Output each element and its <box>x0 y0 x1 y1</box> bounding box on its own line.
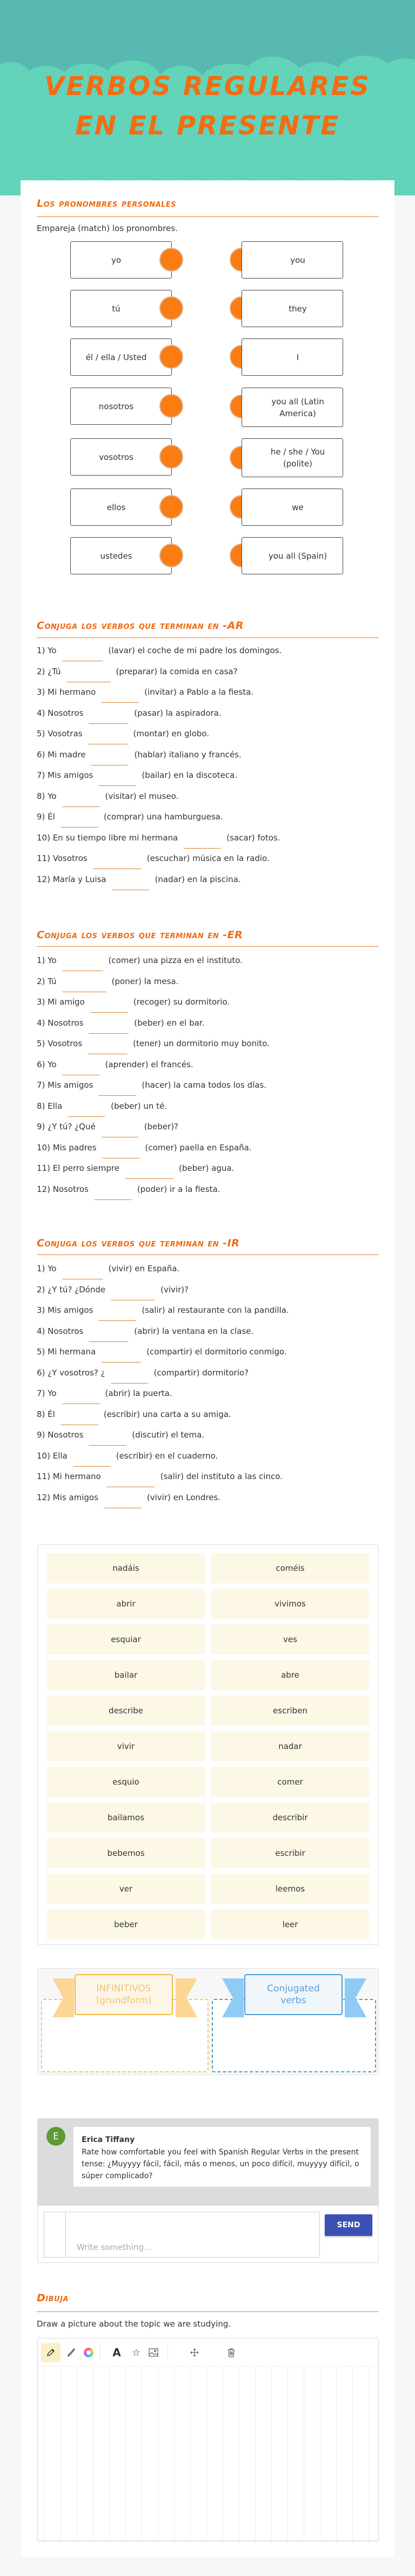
exercise-prompt: 12) Mis amigos <box>37 1492 98 1502</box>
answer-blank-input[interactable] <box>62 1063 100 1075</box>
word-bank <box>37 1544 379 1945</box>
comment-text: Rate how comfortable you feel with Spanish Regular Verbs in the present tense: ¿Muyyyy fácil, fácil, más o menos, un poco difícil, muyyyy difícil, o súper complicado? <box>82 2148 359 2180</box>
exercise-item <box>37 853 270 865</box>
exercise-prompt: 4) Nosotros <box>37 708 84 718</box>
section-divider <box>37 946 379 947</box>
match-right-label: they <box>289 303 307 314</box>
match-left-item[interactable] <box>70 241 172 279</box>
star-icon[interactable]: ☆ <box>131 2347 141 2358</box>
exercise-hint: (bailar) en la discoteca. <box>142 770 238 780</box>
exercise-prompt: 10) Mis padres <box>37 1142 97 1153</box>
answer-blank-input[interactable] <box>104 1496 142 1508</box>
match-left-item[interactable] <box>70 537 172 574</box>
match-left-item[interactable] <box>70 338 172 376</box>
comment-input[interactable] <box>44 2212 320 2258</box>
answer-blank-input[interactable] <box>62 1392 100 1404</box>
exercise-item <box>37 1080 266 1092</box>
word-tile[interactable] <box>211 1802 370 1833</box>
answer-blank-input[interactable] <box>88 1042 128 1054</box>
section-title-dibuja: Dibuja <box>37 2292 69 2304</box>
match-right-item[interactable] <box>242 241 343 279</box>
answer-blank-input[interactable] <box>98 774 136 786</box>
answer-blank-input[interactable] <box>61 1413 98 1425</box>
exercise-hint: (aprender) el francés. <box>105 1059 193 1069</box>
match-left-handle[interactable] <box>159 445 183 469</box>
word-tile[interactable] <box>46 1731 205 1761</box>
exercise-prompt: 6) ¿Y vosotros? ¿ <box>37 1367 105 1378</box>
input-gutter <box>65 2212 66 2257</box>
exercise-hint: (nadar) en la piscina. <box>155 874 241 884</box>
exercise-prompt: 5) Mi hermana <box>37 1347 96 1357</box>
word-tile[interactable] <box>211 1767 370 1797</box>
word-tile[interactable] <box>211 1624 370 1655</box>
category-label-infinitivos <box>75 1974 173 2015</box>
exercise-item <box>37 1264 179 1276</box>
match-left-item[interactable] <box>70 489 172 526</box>
match-left-label: ellos <box>106 502 126 512</box>
comment-box <box>37 2118 379 2263</box>
worksheet-card <box>21 180 394 2558</box>
word-tile-label: leemos <box>275 1884 305 1894</box>
match-left-label: ustedes <box>100 551 132 561</box>
exercise-prompt: 9) ¿Y tú? ¿Qué <box>37 1122 96 1131</box>
exercise-item <box>37 667 238 679</box>
exercise-hint: (montar) en globo. <box>133 729 210 738</box>
exercise-prompt: 8) Él <box>37 1409 55 1419</box>
exercise-prompt: 11) Vosotros <box>37 853 88 863</box>
exercise-hint: (lavar) el coche de mi padre los domingos. <box>108 646 282 655</box>
ribbon-left-tail <box>52 1978 74 2017</box>
exercise-item <box>37 770 237 782</box>
exercise-hint: (tener) un dormitorio muy bonito. <box>133 1039 270 1048</box>
exercise-prompt: 2) ¿Y tú? ¿Dónde <box>37 1284 106 1294</box>
drawing-canvas <box>37 2338 379 2541</box>
answer-blank-input[interactable] <box>62 795 100 807</box>
answer-blank-input[interactable] <box>106 1475 155 1487</box>
instruction-text: Empareja (match) los pronombres. <box>37 223 178 233</box>
category-label-conjugated <box>244 1974 343 2015</box>
drawing-instruction: Draw a picture about the topic we are studying. <box>37 2319 231 2329</box>
answer-blank-input[interactable] <box>101 691 139 703</box>
exercise-hint: (comprar) una hamburguesa. <box>103 812 223 822</box>
exercise-item <box>37 1143 252 1155</box>
exercise-hint: (escribir) en el cuaderno. <box>116 1450 218 1461</box>
exercise-item <box>37 1451 218 1463</box>
match-right-item[interactable] <box>242 438 343 477</box>
exercise-prompt: 4) Nosotros <box>37 1326 84 1336</box>
exercise-prompt: 8) Yo <box>37 791 57 801</box>
exercise-item <box>37 1101 167 1113</box>
word-tile-label: esquiar <box>111 1635 141 1644</box>
match-right-item[interactable] <box>242 290 343 327</box>
match-left-handle[interactable] <box>159 345 183 369</box>
exercise-prompt: 10) En su tiempo libre mi hermana <box>37 832 178 843</box>
exercise-item <box>37 750 242 762</box>
word-tile[interactable] <box>46 1696 205 1726</box>
exercise-hint: (preparar) la comida en casa? <box>116 666 238 676</box>
exercise-prompt: 6) Mi madre <box>37 749 86 760</box>
ribbon-right-tail <box>176 1978 197 2017</box>
answer-blank-input[interactable] <box>89 1330 129 1342</box>
word-tile-label: escribir <box>275 1848 305 1858</box>
exercise-item <box>37 791 178 803</box>
word-tile[interactable] <box>46 1767 205 1797</box>
answer-blank-input[interactable] <box>98 1084 136 1096</box>
match-left-item[interactable] <box>70 438 172 476</box>
exercise-item <box>37 1122 178 1134</box>
answer-blank-input[interactable] <box>62 1267 103 1279</box>
answer-blank-input[interactable] <box>93 857 142 869</box>
answer-blank-input[interactable] <box>73 1455 111 1467</box>
drawing-toolbar <box>38 2338 378 2367</box>
answer-blank-input[interactable] <box>62 959 103 971</box>
ribbon-right-tail <box>345 1978 366 2017</box>
exercise-hint: (poder) ir a la fiesta. <box>137 1184 220 1194</box>
exercise-hint: (discutir) el tema. <box>132 1430 205 1440</box>
exercise-hint: (escuchar) música en la radio. <box>146 853 270 863</box>
exercise-hint: (poner) la mesa. <box>111 976 179 986</box>
exercise-hint: (compartir) el dormitorio conmigo. <box>146 1347 287 1357</box>
exercise-hint: (hablar) italiano y francés. <box>134 749 242 760</box>
word-tile[interactable] <box>46 1624 205 1655</box>
drawing-area[interactable] <box>38 2367 378 2541</box>
answer-blank-input[interactable] <box>111 1289 155 1300</box>
exercise-prompt: 2) Tú <box>37 976 57 986</box>
section-divider <box>37 2311 379 2312</box>
exercise-item <box>37 977 178 988</box>
category-sort-area <box>37 1968 379 2075</box>
exercise-item <box>37 1409 231 1421</box>
move-icon[interactable] <box>185 2343 204 2362</box>
word-tile-label: describe <box>109 1706 143 1716</box>
exercise-prompt: 4) Nosotros <box>37 1018 84 1028</box>
word-tile[interactable] <box>46 1909 205 1940</box>
word-tile[interactable] <box>211 1874 370 1904</box>
match-right-label: you all (Latin America) <box>271 396 324 418</box>
match-left-label: yo <box>111 255 122 265</box>
exercise-hint: (beber) en el bar. <box>134 1018 205 1028</box>
word-tile-label: vivimos <box>275 1599 306 1609</box>
exercise-item <box>37 1430 204 1442</box>
exercise-hint: (comer) paella en España. <box>145 1142 252 1153</box>
match-left-handle[interactable] <box>159 394 183 418</box>
exercise-prompt: 12) Nosotros <box>37 1184 89 1194</box>
ribbon-left-tail <box>222 1978 244 2017</box>
word-tile[interactable] <box>46 1838 205 1868</box>
answer-blank-input[interactable] <box>101 1126 139 1137</box>
pencil-icon[interactable] <box>41 2343 61 2362</box>
match-left-label: nosotros <box>98 401 134 411</box>
exercise-item <box>37 1163 234 1175</box>
exercise-hint: (visitar) el museo. <box>105 791 179 801</box>
comment-bubble <box>73 2127 371 2187</box>
answer-blank-input[interactable] <box>94 1188 132 1200</box>
exercise-hint: (recoger) su dormitorio. <box>133 997 230 1007</box>
match-left-handle[interactable] <box>159 544 183 567</box>
exercise-hint: (sacar) fotos. <box>226 832 280 843</box>
match-right-item[interactable] <box>242 388 343 427</box>
word-tile-label: esquio <box>112 1777 139 1787</box>
exercise-item <box>37 955 243 967</box>
word-tile-label: ves <box>283 1635 297 1644</box>
exercise-item <box>37 1493 220 1504</box>
send-button[interactable]: SEND <box>325 2214 372 2236</box>
answer-blank-input[interactable] <box>89 1022 129 1034</box>
exercise-item <box>37 687 253 699</box>
answer-blank-input[interactable] <box>125 1167 173 1179</box>
section-title-ir: Conjuga los verbos que terminan en -IR <box>37 1237 240 1249</box>
exercise-item <box>37 1305 289 1317</box>
exercise-prompt: 5) Vosotras <box>37 729 83 738</box>
exercise-item <box>37 1285 189 1297</box>
exercise-prompt: 11) Mi hermano <box>37 1472 101 1481</box>
exercise-hint: (beber) agua. <box>178 1163 235 1173</box>
word-tile[interactable] <box>46 1874 205 1904</box>
exercise-hint: (beber) un té. <box>111 1101 167 1111</box>
match-left-handle[interactable] <box>159 248 183 272</box>
exercise-hint: (escribir) una carta a su amiga. <box>103 1409 231 1419</box>
exercise-hint: (salir) al restaurante con la pandilla. <box>142 1305 289 1315</box>
image-icon[interactable] <box>144 2343 163 2362</box>
text-icon[interactable]: A <box>112 2346 121 2359</box>
answer-blank-input[interactable] <box>102 1147 140 1158</box>
exercise-hint: (salir) del instituto a las cinco. <box>160 1472 283 1481</box>
match-left-handle[interactable] <box>159 495 183 519</box>
toolbar-separator <box>99 2344 100 2361</box>
match-right-item[interactable] <box>242 338 343 376</box>
exercise-prompt: 9) Nosotros <box>37 1430 84 1440</box>
exercise-item <box>37 729 209 741</box>
answer-blank-input[interactable] <box>183 837 221 849</box>
exercise-item <box>37 1326 253 1338</box>
word-tile[interactable] <box>46 1553 205 1583</box>
exercise-item <box>37 997 230 1009</box>
exercise-prompt: 1) Yo <box>37 955 57 965</box>
comment-placeholder: Write something... <box>77 2242 152 2252</box>
exercise-item <box>37 1018 204 1030</box>
exercise-item <box>37 1039 270 1050</box>
exercise-item <box>37 646 282 657</box>
section-title-pronombres: Los pronombres personales <box>37 198 177 209</box>
exercise-prompt: 5) Vosotros <box>37 1039 83 1048</box>
match-left-label: tú <box>112 303 121 314</box>
category-label-text: Conjugated verbs <box>267 1983 320 2006</box>
exercise-prompt: 1) Yo <box>37 646 57 655</box>
exercise-hint: (vivir) en España. <box>108 1264 180 1273</box>
answer-blank-input[interactable] <box>68 1105 105 1117</box>
exercise-hint: (hacer) la cama todos los días. <box>142 1080 267 1090</box>
exercise-hint: (abrir) la puerta. <box>105 1388 172 1398</box>
exercise-prompt: 7) Mis amigos <box>37 1080 93 1090</box>
exercise-item <box>37 812 223 824</box>
word-tile-label: abrir <box>116 1599 136 1609</box>
exercise-item <box>37 1184 220 1196</box>
section-title-er: Conjuga los verbos que terminan en -ER <box>37 929 243 941</box>
answer-blank-input[interactable] <box>91 754 129 765</box>
exercise-prompt: 1) Yo <box>37 1264 57 1273</box>
word-tile[interactable] <box>46 1802 205 1833</box>
exercise-prompt: 3) Mi hermano <box>37 687 96 697</box>
word-tile-label: coméis <box>276 1563 305 1573</box>
color-wheel <box>84 2348 93 2357</box>
exercise-prompt: 12) María y Luisa <box>37 874 106 884</box>
match-right-label: we <box>292 502 304 512</box>
answer-blank-input[interactable] <box>90 1001 128 1013</box>
word-tile[interactable] <box>211 1838 370 1868</box>
exercise-prompt: 6) Yo <box>37 1059 57 1069</box>
word-tile-label: bebemos <box>107 1848 145 1858</box>
word-tile-label: describir <box>272 1813 308 1822</box>
match-left-item[interactable] <box>70 388 172 425</box>
exercise-prompt: 2) ¿Tú <box>37 666 61 676</box>
word-tile[interactable] <box>46 1589 205 1619</box>
match-left-label: él / ella / Usted <box>85 352 147 362</box>
exercise-prompt: 10) Ella <box>37 1450 68 1461</box>
match-right-label: you all (Spain) <box>268 551 327 561</box>
exercise-prompt: 11) El perro siempre <box>37 1163 119 1173</box>
brush-icon[interactable] <box>62 2343 81 2362</box>
page-title-line1: VERBOS REGULARES <box>44 71 371 101</box>
match-left-label: vosotros <box>99 452 133 462</box>
word-tile-label: bailamos <box>108 1813 144 1822</box>
exercise-hint: (vivir) en Londres. <box>146 1492 221 1502</box>
match-left-handle[interactable] <box>159 296 183 320</box>
word-tile[interactable] <box>211 1909 370 1940</box>
word-tile[interactable] <box>46 1660 205 1690</box>
word-tile-label: nadar <box>278 1741 302 1751</box>
answer-blank-input[interactable] <box>101 1351 141 1362</box>
exercise-prompt: 7) Mis amigos <box>37 770 93 780</box>
word-tile-label: comer <box>277 1777 303 1787</box>
word-tile-label: bailar <box>114 1670 138 1680</box>
answer-blank-input[interactable] <box>61 816 98 828</box>
exercise-prompt: 8) Ella <box>37 1101 63 1111</box>
word-tile-label: abre <box>281 1670 299 1680</box>
section-title-ar: Conjuga los verbos que terminan en -AR <box>37 620 244 632</box>
word-tile-label: ver <box>119 1884 133 1894</box>
exercise-hint: (invitar) a Pablo a la fiesta. <box>144 687 254 697</box>
answer-blank-input[interactable] <box>89 1434 126 1446</box>
category-label-text: INFINITIVOS (grundform) <box>96 1983 152 2006</box>
exercise-hint: (beber)? <box>144 1122 179 1131</box>
word-tile[interactable] <box>211 1696 370 1726</box>
exercise-hint: (abrir) la ventana en la clase. <box>134 1326 254 1336</box>
word-tile-label: nadáis <box>112 1563 139 1573</box>
exercise-hint: (pasar) la aspiradora. <box>134 708 222 718</box>
exercise-hint: (compartir) dormitorio? <box>153 1367 249 1378</box>
word-tile[interactable] <box>211 1660 370 1690</box>
word-tile[interactable] <box>211 1553 370 1583</box>
answer-blank-input[interactable] <box>111 1372 149 1384</box>
exercise-hint: (comer) una pizza en el instituto. <box>108 955 243 965</box>
exercise-prompt: 7) Yo <box>37 1388 57 1398</box>
avatar: E <box>46 2127 65 2146</box>
exercise-hint: (vivir)? <box>160 1284 189 1294</box>
page-header <box>0 0 415 195</box>
answer-blank-input[interactable] <box>62 649 103 661</box>
word-tile[interactable] <box>211 1589 370 1619</box>
match-right-item[interactable] <box>242 489 343 526</box>
answer-blank-input[interactable] <box>66 670 111 682</box>
exercise-item <box>37 875 241 886</box>
exercise-item <box>37 833 280 845</box>
word-tile[interactable] <box>211 1731 370 1761</box>
answer-blank-input[interactable] <box>62 980 106 992</box>
answer-blank-input[interactable] <box>112 878 150 890</box>
word-tile-label: leer <box>282 1920 298 1929</box>
answer-blank-input[interactable] <box>98 1309 136 1321</box>
exercise-item <box>37 1368 249 1380</box>
exercise-prompt: 3) Mi amigo <box>37 997 85 1007</box>
exercise-prompt: 9) Él <box>37 812 55 822</box>
exercise-item <box>37 1388 172 1400</box>
match-right-label: I <box>296 352 299 362</box>
word-tile-label: escriben <box>273 1706 307 1716</box>
match-left-item[interactable] <box>70 290 172 327</box>
answer-blank-input[interactable] <box>89 712 129 724</box>
trash-icon[interactable] <box>222 2343 241 2362</box>
match-right-label: he / she / You (polite) <box>270 447 325 469</box>
exercise-item <box>37 708 222 720</box>
match-right-label: you <box>290 255 305 265</box>
word-tile-label: vivir <box>117 1741 135 1751</box>
exercise-prompt: 3) Mis amigos <box>37 1305 93 1315</box>
answer-blank-input[interactable] <box>88 733 128 744</box>
exercise-item <box>37 1472 283 1483</box>
comment-author: Erica Tiffany <box>82 2136 135 2144</box>
section-divider <box>37 216 379 217</box>
exercise-item <box>37 1060 193 1072</box>
match-right-item[interactable] <box>242 537 343 574</box>
exercise-item <box>37 1347 287 1359</box>
page-title-line2: EN EL PRESENTE <box>75 111 340 141</box>
color-wheel-icon[interactable] <box>79 2343 98 2362</box>
word-tile-label: beber <box>114 1920 138 1929</box>
